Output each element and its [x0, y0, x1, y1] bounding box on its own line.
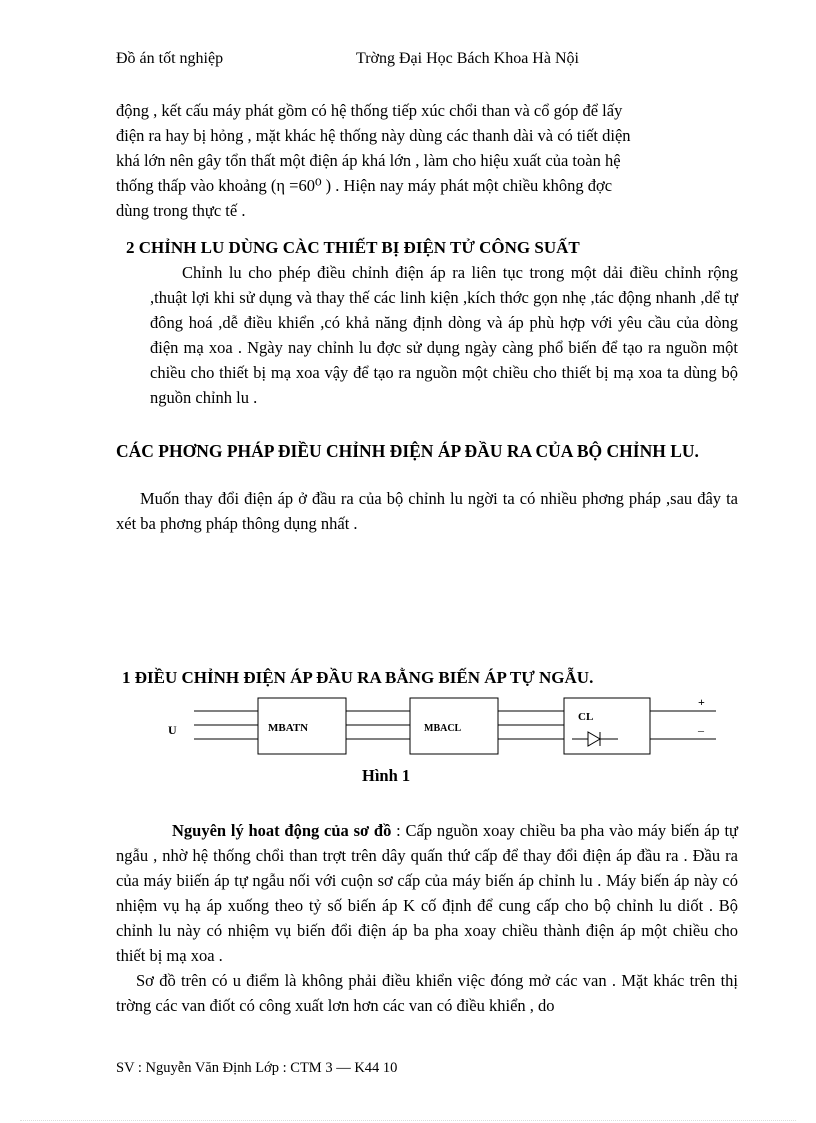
principle-lead: Nguyên lý hoat động của sơ đồ: [172, 821, 392, 840]
block-2-label: MBACL: [424, 723, 462, 734]
principle-paragraph: [116, 818, 738, 1018]
section-2-body: [150, 260, 738, 410]
principle-text: [116, 818, 738, 968]
plus-label: +: [698, 695, 705, 709]
intro-line: thống thấp vào khoảng (η =60⁰ ) . Hiện nay máy phát một chiều không đợc: [116, 176, 613, 195]
block-3-label: CL: [578, 711, 594, 723]
intro-paragraph: [116, 98, 738, 223]
minus-label: –: [698, 723, 704, 737]
intro-line: khá lớn nên gây tổn thất một điện áp khá lớn , làm cho hiệu xuất của toàn hệ: [116, 151, 621, 170]
section-1-heading: 1 ĐIỀU CHỈNH ĐIỆN ÁP ĐẦU RA BẰNG BIẾN ÁP TỰ NGẪU.: [122, 668, 594, 687]
advantage-text: Sơ đồ trên có u điểm là không phải điều khiển việc đóng mở các van . Mặt khác trên thị trờng các van điốt có công xuất lơn hơn các van có điều khiển , do: [116, 971, 738, 1015]
block-diagram: [160, 692, 730, 762]
methods-heading: CÁC PHƠNG PHÁP ĐIỀU CHỈNH ĐIỆN ÁP ĐẦU RA CỦA BỘ CHỈNH LU.: [116, 441, 699, 461]
section-2-text: Chỉnh lu cho phép điều chỉnh điện áp ra liên tục trong một dải điều chỉnh rộng ,thuật lợi khi sử dụng và thay thế các linh kiện ,kích thớc gọn nhẹ ,tác động nhanh ,dể tự đông hoá ,dễ điều khiển ,có khả năng định dòng và áp phù hợp với yêu cầu của dòng điện mạ xoa . Ngày nay chỉnh lu đợc sử dụng ngày càng phổ biến để tạo ra nguồn một chiều cho thiết bị mạ xoa vậy để tạo ra nguồn một chiều cho thiết bị mạ xoa ta dùng bộ nguồn chỉnh lu .: [150, 263, 738, 407]
intro-line: động , kết cấu máy phát gồm có hệ thống tiếp xúc chổi than và cổ góp để lấy: [116, 101, 623, 120]
page-footer: SV : Nguyễn Văn Định Lớp : CTM 3 — K44 10: [116, 1060, 398, 1076]
block-1-label: MBATN: [268, 722, 309, 734]
intro-line: điện ra hay bị hỏng , mặt khác hệ thống này dùng các thanh dài và có tiết diện: [116, 126, 631, 145]
block-cl: [564, 698, 650, 754]
page-divider: [20, 1120, 796, 1121]
diagram-svg: [160, 692, 730, 762]
principle-body: : Cấp nguồn xoay chiều ba pha vào máy biến áp tự ngẫu , nhờ hệ thống chổi than trợt trên dây quấn thứ cấp để thay đổi điện áp đầu ra . Đầu ra của máy biiến áp tự ngẫu nối với cuộn sơ cấp của máy biến áp chỉnh lu . Máy biến áp này có nhiệm vụ hạ áp xuống theo tỷ số biến áp K cố định để cung cấp cho bộ chỉnh lu diốt . Bộ chỉnh lu này có nhiệm vụ biến đổi điện áp ba pha xoay chiều thành điện áp một chiều cho thiết bị mạ xoa .: [116, 821, 739, 965]
header-right: Trờng Đại Học Bách Khoa Hà Nội: [356, 50, 579, 67]
section-2-heading: 2 CHỈNH LU DÙNG CÀC THIẾT BỊ ĐIỆN TỬ CÔNG SUẤT: [126, 238, 580, 257]
methods-body: [116, 486, 738, 536]
input-label: U: [168, 723, 177, 737]
figure-caption: Hình 1: [362, 766, 411, 785]
intro-line: dùng trong thực tế .: [116, 201, 246, 220]
methods-text: Muốn thay đổi điện áp ở đầu ra của bộ chỉnh lu ngời ta có nhiều phơng pháp ,sau đây ta xét ba phơng pháp thông dụng nhất .: [116, 489, 738, 533]
header-left: Đồ án tốt nghiệp: [116, 50, 224, 67]
